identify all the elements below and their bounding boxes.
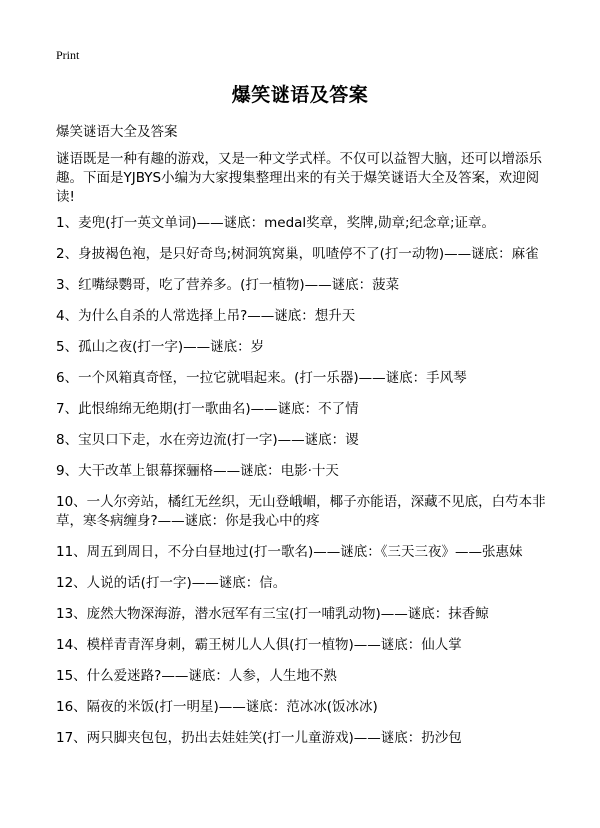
riddle-item-3: 3、红嘴绿鹦哥，吃了营养多。(打一植物)——谜底：菠菜: [56, 277, 400, 293]
riddle-item-16: 16、隔夜的米饭(打一明星)——谜底：范冰冰(饭冰冰): [56, 699, 378, 715]
riddle-item-5: 5、孤山之夜(打一字)——谜底：岁: [56, 339, 265, 355]
subtitle: 爆笑谜语大全及答案: [56, 124, 178, 140]
riddle-item-2: 2、身披褐色袍，是只好奇鸟;树洞筑窝巢，叽喳停不了(打一动物)——谜底：麻雀: [56, 246, 539, 262]
riddle-item-6: 6、一个风箱真奇怪，一拉它就唱起来。(打一乐器)——谜底：手风琴: [56, 370, 467, 386]
riddle-item-1: 1、麦兜(打一英文单词)——谜底：medal奖章，奖牌,勋章;纪念章;证章。: [56, 215, 496, 231]
riddle-item-11: 11、周五到周日，不分白昼地过(打一歌名)——谜底：《三天三夜》——张惠妹: [56, 544, 523, 560]
riddle-item-10: 10、一人尔旁站，橘红无丝织，无山登峨嵋，椰子亦能语，深藏不见底，白芍本非草，寒冬病缠身?——谜底：你是我心中的疼: [56, 494, 546, 529]
riddle-item-17: 17、两只脚夹包包，扔出去娃娃笑(打一儿童游戏)——谜底：扔沙包: [56, 730, 462, 746]
riddle-item-9: 9、大干改革上银幕探骊格——谜底：电影·十天: [56, 463, 339, 479]
riddle-item-4: 4、为什么自杀的人常选择上吊?——谜底：想升天: [56, 308, 356, 324]
riddle-item-7: 7、此恨绵绵无绝期(打一歌曲名)——谜底：不了情: [56, 401, 359, 417]
riddle-item-14: 14、模样青青浑身刺，霸王树儿人人俱(打一植物)——谜底：仙人掌: [56, 637, 462, 653]
riddle-item-8: 8、宝贝口下走，水在旁边流(打一字)——谜底：谡: [56, 432, 359, 448]
riddle-item-15: 15、什么爱迷路?——谜底：人参，人生地不熟: [56, 668, 337, 684]
riddle-list: [56, 214, 556, 760]
print-label: Print: [56, 48, 80, 62]
riddle-item-12: 12、人说的话(打一字)——谜底：信。: [56, 575, 287, 591]
page-title: 爆笑谜语及答案: [231, 84, 369, 106]
intro-paragraph: 谜语既是一种有趣的游戏，又是一种文学式样。不仅可以益智大脑，还可以增添乐趣。下面是YJBYS小编为大家搜集整理出来的有关于爆笑谜语大全及答案，欢迎阅读!: [56, 151, 542, 205]
riddle-item-13: 13、庞然大物深海游，潜水冠军有三宝(打一哺乳动物)——谜底：抹香鲸: [56, 606, 489, 622]
